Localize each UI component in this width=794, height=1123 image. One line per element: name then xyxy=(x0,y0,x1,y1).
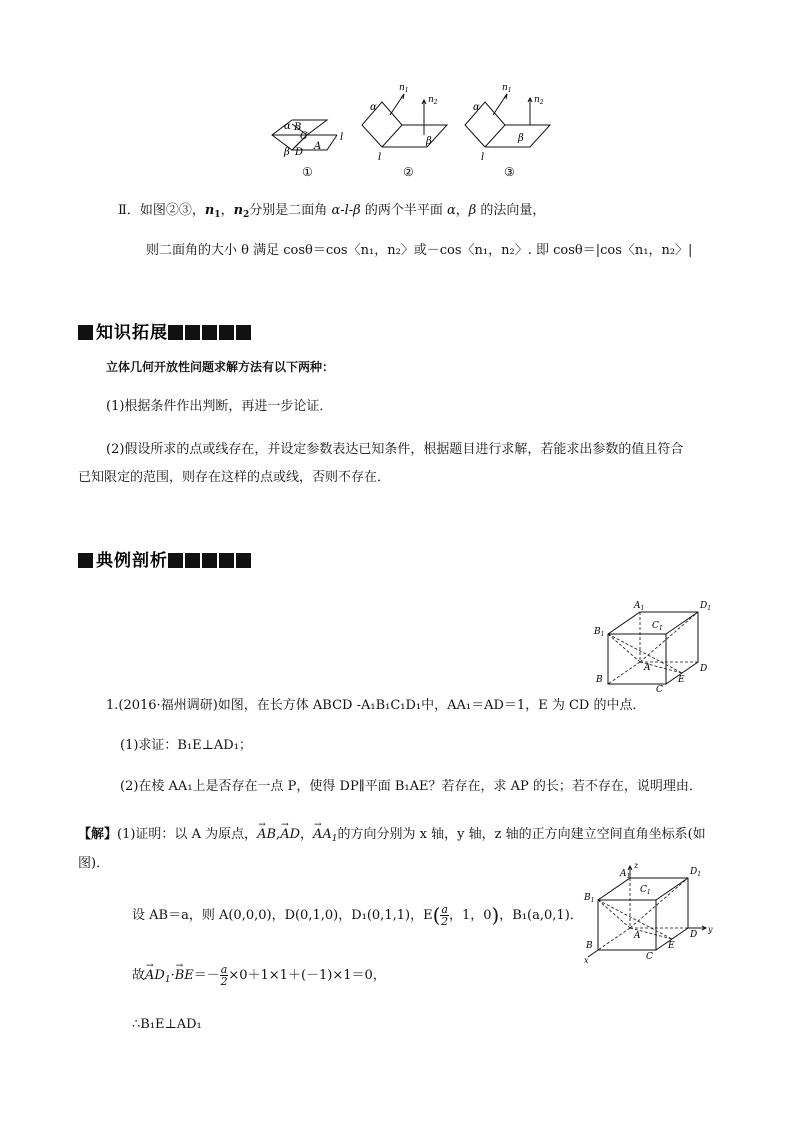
fig3-alpha: α xyxy=(473,102,480,113)
cube2-B: B xyxy=(586,941,593,951)
fig1-l: l xyxy=(340,132,344,143)
fig2-n2: $n_2$ xyxy=(428,95,438,106)
cube2-B1: $B_1$ xyxy=(584,893,595,904)
fig2-n1: $n_1$ xyxy=(399,83,409,94)
example-question-2: (2)在棱 AA₁上是否存在一点 P，使得 DP∥平面 B₁AE？若存在，求 AP 的长；若不存在，说明理由． xyxy=(120,779,702,794)
cube1-B1: $B_1$ xyxy=(594,627,605,638)
cube2-D: D xyxy=(690,930,698,940)
fig2-alpha: α xyxy=(370,102,377,113)
heading-square-icon xyxy=(202,553,217,568)
example-question-1: (1)求证：B₁E⊥AD₁； xyxy=(120,738,252,753)
fraction-a-over-2: $\frac{a}{2}$ xyxy=(441,903,449,928)
cube1-A: A xyxy=(644,663,651,673)
cube1-C1: $C_1$ xyxy=(652,621,663,632)
knowledge-item-2a: (2)假设所求的点或线存在，并设定参数表达已知条件，根据题目进行求解，若能求出参数的值且符合 xyxy=(106,442,684,457)
figure-3-label: ③ xyxy=(504,165,515,179)
fig1-A: A xyxy=(314,141,322,152)
cube1-D1: $D_1$ xyxy=(700,601,712,612)
section-heading-knowledge: 知识拓展 xyxy=(78,318,253,343)
cube1-C: C xyxy=(656,685,663,694)
cube2-z: z xyxy=(634,861,639,870)
knowledge-item-2b: 已知限定的范围，则存在这样的点或线，否则不存在． xyxy=(78,470,391,485)
heading-square-icon xyxy=(185,553,200,568)
heading-square-icon xyxy=(219,325,234,340)
coordinates-line: 设 AB＝a，则 A(0,0,0)，D(0,1,0)，D₁(0,1,1)，E( $\frac{a}{2}$ ，1，0)，B₁(a,0,1)． xyxy=(132,903,583,928)
cube2-E: E xyxy=(668,941,675,951)
cuboid-figure xyxy=(590,598,720,694)
cube2-C1: $C_1$ xyxy=(640,885,651,896)
dihedral-figures xyxy=(262,80,562,184)
cube2-D1: $D_1$ xyxy=(690,867,702,878)
conclusion-line: ∴B₁E⊥AD₁ xyxy=(132,1017,202,1032)
solution-line-2: 图)． xyxy=(78,856,110,871)
heading-square-icon xyxy=(202,325,217,340)
heading-square-icon xyxy=(168,325,183,340)
fig1-beta: β xyxy=(284,147,290,158)
fig1-alpha: α xyxy=(284,121,291,132)
cube1-D: D xyxy=(700,664,708,674)
knowledge-intro: 立体几何开放性问题求解方法有以下两种： xyxy=(106,360,335,374)
fig3-l: l xyxy=(481,152,485,163)
fraction-a-over-2-dot: $\frac{a}{2}$ xyxy=(220,963,228,988)
cube1-B: B xyxy=(596,675,603,685)
cube2-A: A xyxy=(634,931,641,941)
figure-1-label: ① xyxy=(302,165,313,179)
dot-product-line: 故→ $AD_1\cdot\to BE=-$ $\frac{a}{2}$ ×0＋1×1＋(－1)×1＝0， xyxy=(132,964,386,989)
heading-square-icon xyxy=(236,325,251,340)
fig2-beta: β xyxy=(426,136,432,147)
figure-2-label: ② xyxy=(403,165,414,179)
fig3-n2: $n_2$ xyxy=(534,95,544,106)
fig3-beta: β xyxy=(518,133,524,144)
cube1-E: E xyxy=(678,675,685,685)
heading-square-icon xyxy=(78,325,93,340)
cube2-C: C xyxy=(646,952,653,962)
fig1-D: D xyxy=(295,147,304,158)
normal-vector-line: Ⅱ．如图②③，$n_1$，$n_2$分别是二面角 α-l-β 的两个半平面 α，β 的法向量， xyxy=(118,203,546,220)
dihedral-cosine-line: 则二面角的大小 θ 满足 cosθ＝cos〈n₁，n₂〉或－cos〈n₁，n₂〉. 即 cosθ＝|cos〈n₁，n₂〉| xyxy=(146,243,693,258)
cube2-A1: $A_1$ xyxy=(620,869,631,880)
heading-square-icon xyxy=(236,553,251,568)
fig1-B: B xyxy=(294,122,302,133)
knowledge-item-1: (1)根据条件作出判断，再进一步论证． xyxy=(106,399,333,414)
cube2-x: x xyxy=(584,956,589,964)
heading-square-icon xyxy=(185,325,200,340)
heading-square-icon xyxy=(168,553,183,568)
fig2-l: l xyxy=(378,152,382,163)
solution-line-1: 【解】(1)证明：以 A 为原点，→ AB,→ AD，→ $AA_1$的方向分别为 x 轴，y 轴，z 轴的正方向建立空间直角坐标系(如 xyxy=(78,826,706,848)
cube2-y: y xyxy=(708,925,713,934)
fig1-C: C xyxy=(300,131,308,142)
fig3-n1: $n_1$ xyxy=(502,83,512,94)
heading-square-icon xyxy=(219,553,234,568)
cuboid-axes-figure xyxy=(580,860,720,964)
example-problem: 1.(2016·福州调研)如图，在长方体 ABCD -A₁B₁C₁D₁中，AA₁＝AD＝1，E 为 CD 的中点． xyxy=(106,698,646,713)
cube1-A1: $A_1$ xyxy=(634,601,645,612)
section-heading-example: 典例剖析 xyxy=(78,546,253,571)
heading-square-icon xyxy=(78,553,93,568)
